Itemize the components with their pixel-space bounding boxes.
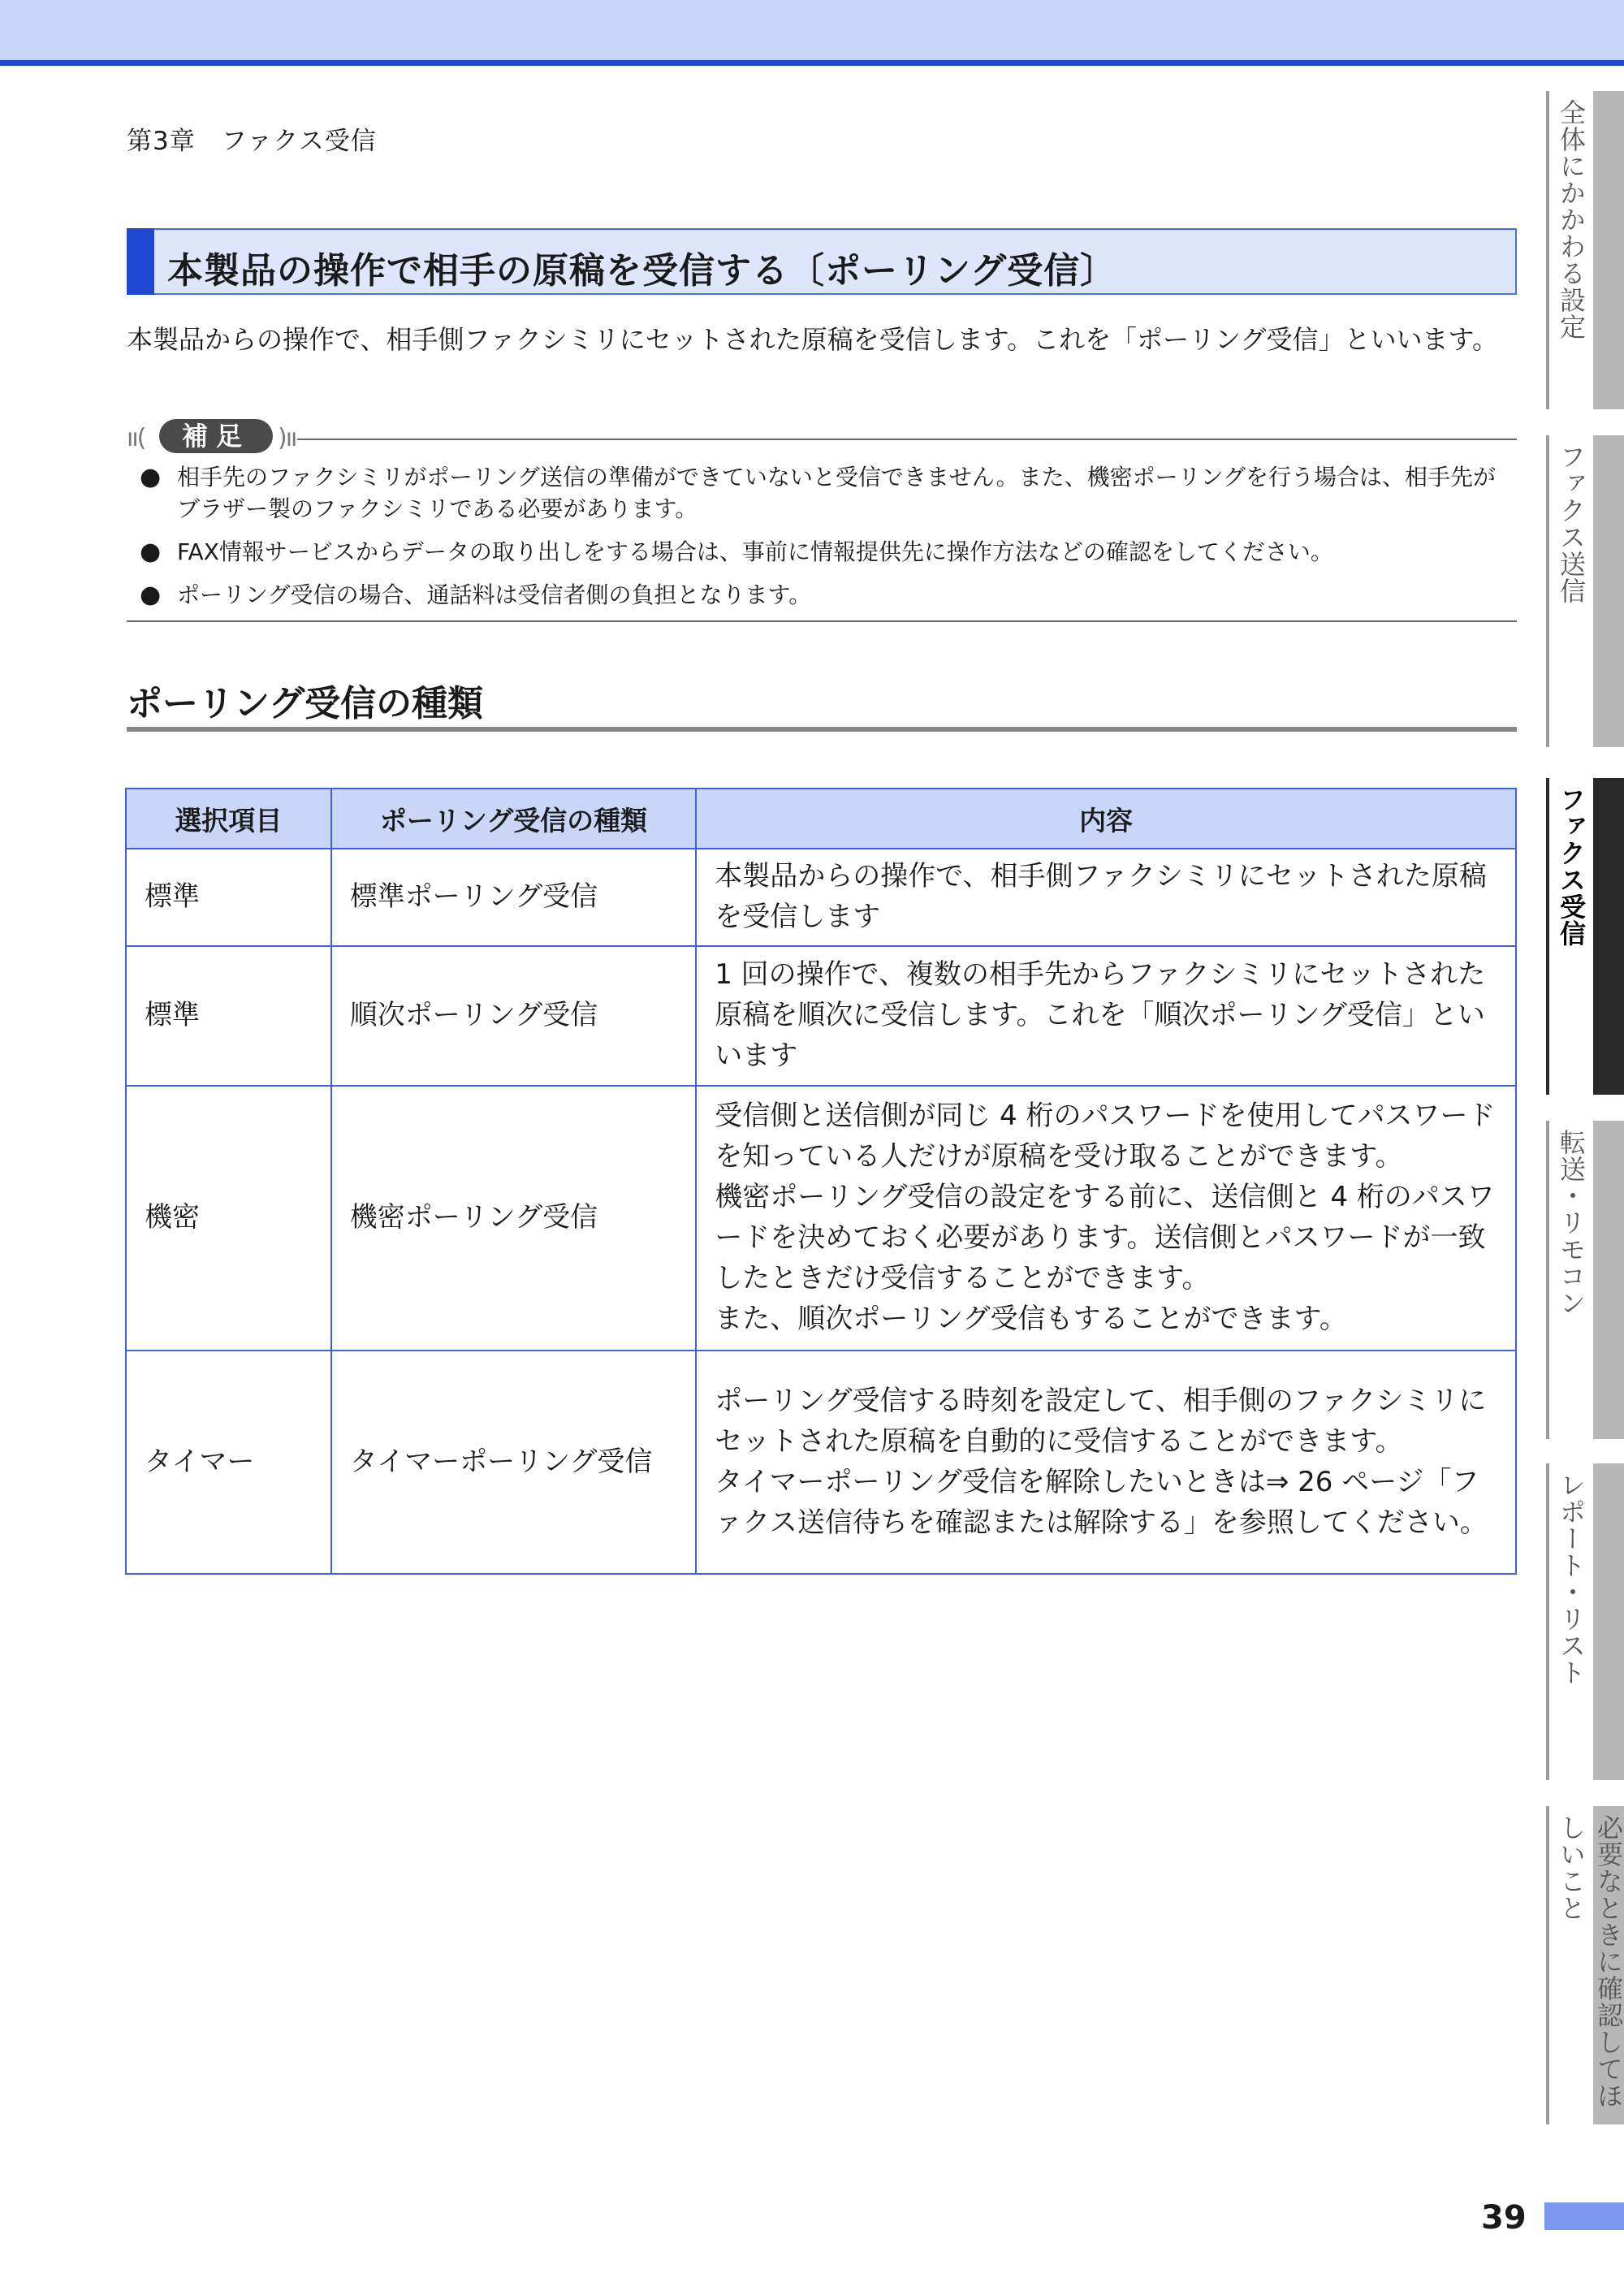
section-title-bar <box>127 228 154 295</box>
top-band <box>0 0 1624 60</box>
note-text: FAX情報サービスからデータの取り出しをする場合は、事前に情報提供先に操作方法などの確認をしてください。 <box>177 538 1333 565</box>
cell-item: 標準 <box>126 849 331 946</box>
supplement-badge: 補足 <box>159 419 273 453</box>
sound-wave-left-icon: ıı( <box>127 424 145 452</box>
supplement-bottom-rule <box>127 620 1517 622</box>
table-row <box>126 1351 1516 1574</box>
cell-type: 順次ポーリング受信 <box>331 946 696 1086</box>
tab-edge <box>1546 91 1549 409</box>
tab-bar <box>1593 778 1624 1095</box>
tab-edge <box>1546 1121 1549 1439</box>
tab-label: ファクス送信 <box>1556 443 1587 604</box>
tab-label: レポート・リスト <box>1556 1472 1587 1686</box>
cell-type: タイマーポーリング受信 <box>331 1351 696 1574</box>
section-title: 本製品の操作で相手の原稿を受信する〔ポーリング受信〕 <box>167 250 1117 292</box>
tab-bar <box>1593 91 1624 409</box>
tab-edge <box>1546 1806 1549 2124</box>
header-type: ポーリング受信の種類 <box>331 789 696 849</box>
note-item <box>140 536 1512 568</box>
tab-general-settings[interactable] <box>1546 91 1624 409</box>
cell-item: タイマー <box>126 1351 331 1574</box>
table-row <box>126 946 1516 1086</box>
tab-report-list[interactable] <box>1546 1463 1624 1780</box>
tab-label: 必要なときに確認してほしいこと <box>1556 1814 1624 2109</box>
tab-troubleshooting[interactable] <box>1546 1806 1624 2124</box>
table-header-row <box>126 789 1516 849</box>
bullet-icon: ● <box>140 463 162 491</box>
note-item <box>140 579 1512 611</box>
note-item <box>140 461 1512 525</box>
tab-label: ファクス受信 <box>1556 786 1587 947</box>
header-desc: 内容 <box>696 789 1516 849</box>
cell-type: 機密ポーリング受信 <box>331 1086 696 1351</box>
tab-edge <box>1546 435 1549 747</box>
top-rule <box>0 60 1624 66</box>
tab-edge <box>1546 778 1549 1095</box>
supplement-header <box>127 417 1517 458</box>
tab-edge <box>1546 1463 1549 1780</box>
tab-bar <box>1593 435 1624 747</box>
tab-label: 転送・リモコン <box>1556 1129 1587 1316</box>
section-title-box <box>127 228 1517 295</box>
cell-type: 標準ポーリング受信 <box>331 849 696 946</box>
cell-item: 機密 <box>126 1086 331 1351</box>
cell-desc: 1 回の操作で、複数の相手先からファクシミリにセットされた原稿を順次に受信します。これを「順次ポーリング受信」といいます <box>696 946 1516 1086</box>
subsection-title: ポーリング受信の種類 <box>127 683 484 724</box>
table-row <box>126 849 1516 946</box>
table-row <box>126 1086 1516 1351</box>
tab-label: 全体にかかわる設定 <box>1556 99 1587 340</box>
header-item: 選択項目 <box>126 789 331 849</box>
tab-fax-send[interactable] <box>1546 435 1624 747</box>
cell-desc: 本製品からの操作で、相手側ファクシミリにセットされた原稿を受信します <box>696 849 1516 946</box>
note-text: ポーリング受信の場合、通話料は受信者側の負担となります。 <box>177 581 812 608</box>
bullet-icon: ● <box>140 538 162 566</box>
page-number-bar <box>1544 2202 1624 2230</box>
page-number: 39 <box>1481 2199 1527 2237</box>
tab-forward-remote[interactable] <box>1546 1121 1624 1439</box>
cell-desc: 受信側と送信側が同じ 4 桁のパスワードを使用してパスワードを知っている人だけが原稿を受け取ることができます。 機密ポーリング受信の設定をする前に、送信側と 4 桁のパスワードを決めておく必要があります。送信側とパスワードが一致したときだけ受信することができます。 また、順次ポーリング受信もすることができます。 <box>696 1086 1516 1351</box>
tab-fax-receive[interactable] <box>1546 778 1624 1095</box>
tab-bar <box>1593 1121 1624 1439</box>
bullet-icon: ● <box>140 581 162 609</box>
cell-item: 標準 <box>126 946 331 1086</box>
supplement-notes <box>140 461 1512 622</box>
supplement-rule <box>297 439 1517 440</box>
sound-wave-right-icon: )ıı <box>278 424 296 452</box>
subsection-rule <box>127 727 1517 732</box>
cell-desc: ポーリング受信する時刻を設定して、相手側のファクシミリにセットされた原稿を自動的に受信することができます。 タイマーポーリング受信を解除したいときは⇒ 26 ページ「ファクス送信待ちを確認または解除する」を参照してください。 <box>696 1351 1516 1574</box>
tab-bar <box>1593 1463 1624 1780</box>
polling-types-table <box>125 788 1517 1575</box>
note-text: 相手先のファクシミリがポーリング送信の準備ができていないと受信できません。また、機密ポーリングを行う場合は、相手先がブラザー製のファクシミリである必要があります。 <box>177 464 1497 522</box>
intro-paragraph: 本製品からの操作で、相手側ファクシミリにセットされた原稿を受信します。これを「ポーリング受信」といいます。 <box>127 324 1498 355</box>
chapter-label: 第3章 ファクス受信 <box>127 127 377 156</box>
